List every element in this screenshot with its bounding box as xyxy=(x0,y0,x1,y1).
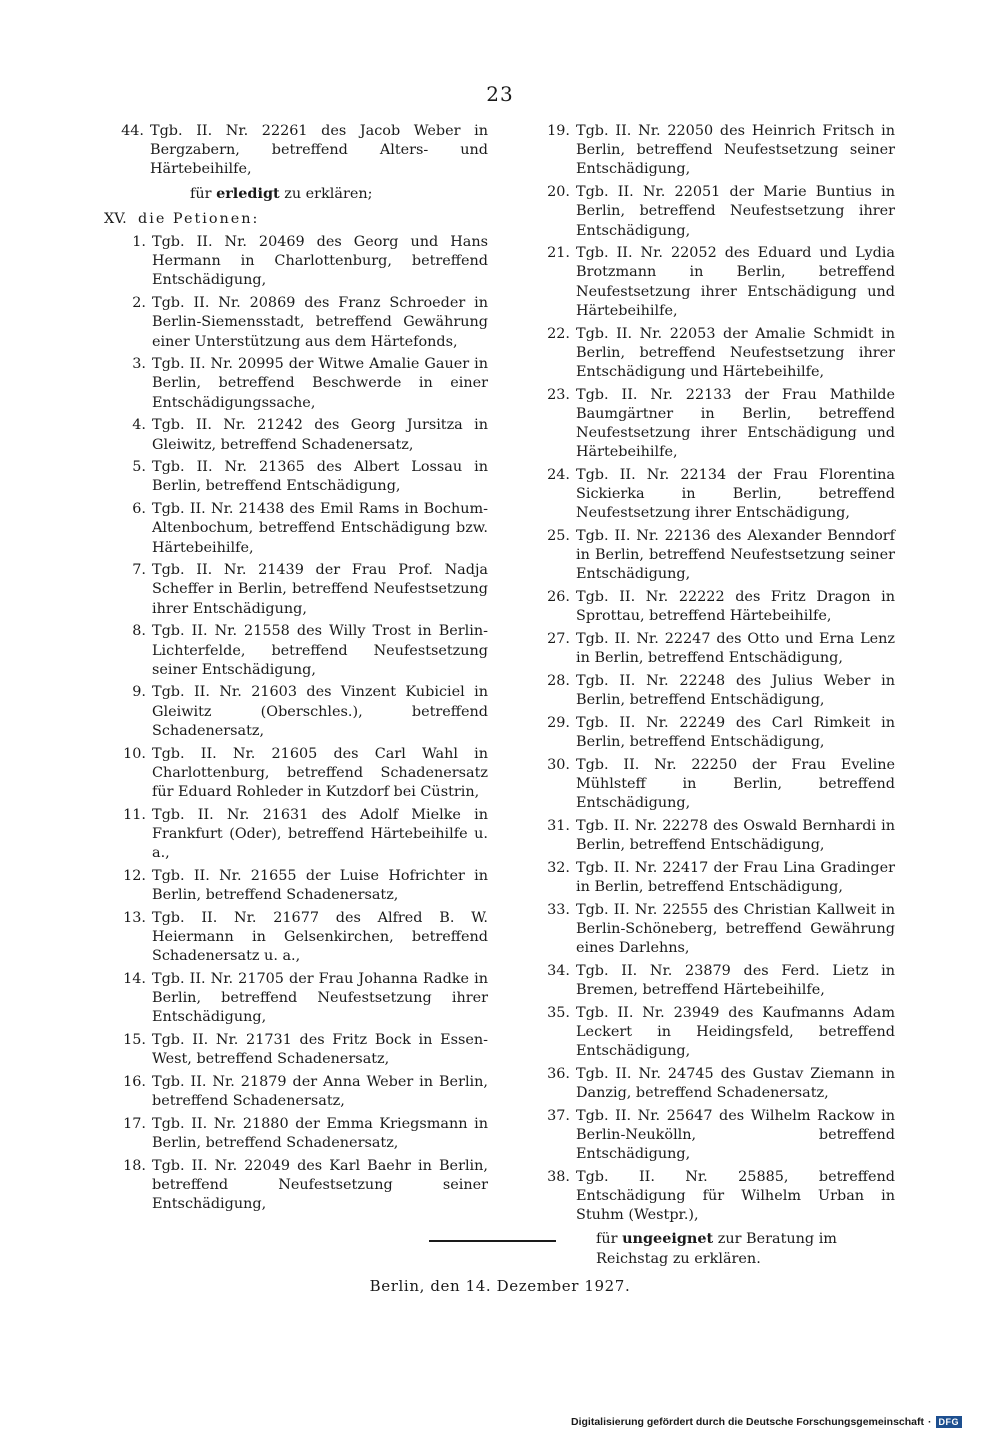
list-item xyxy=(540,901,895,959)
list-item xyxy=(104,122,488,180)
left-conclusion-suffix: zu erklären; xyxy=(279,185,373,202)
right-conclusion-prefix: für xyxy=(596,1231,623,1248)
entry-text: Tgb. II. Nr. 23879 des Ferd. Lietz in Bremen, betreffend Härtebeihilfe, xyxy=(576,962,895,999)
list-item xyxy=(540,527,895,585)
list-item xyxy=(540,183,895,241)
entry-text: Tgb. II. Nr. 25647 des Wilhelm Rackow in Berlin-Neukölln, betreffend Entschädigung, xyxy=(576,1107,895,1163)
entry-text: Tgb. II. Nr. 21705 der Frau Johanna Radke in Berlin, betreffend Neufestsetzung ihrer Entschädigung, xyxy=(152,970,488,1026)
entry-number: 21. xyxy=(547,245,570,262)
entry-number: 9. xyxy=(132,684,146,701)
entry-number: 16. xyxy=(123,1073,146,1090)
entry-text: Tgb. II. Nr. 20995 der Witwe Amalie Gauer in Berlin, betreffend Beschwerde in einer Entschädigungssache, xyxy=(152,356,488,411)
right-entry-list xyxy=(540,122,895,1225)
entry-text: Tgb. II. Nr. 22248 des Julius Weber in Berlin, betreffend Entschädigung, xyxy=(576,672,895,709)
list-item xyxy=(104,970,488,1028)
footer-separator: · xyxy=(928,1416,932,1428)
entry-number: 3. xyxy=(132,356,146,373)
entry-number: 23. xyxy=(547,386,570,403)
entry-number: 26. xyxy=(547,589,570,606)
right-conclusion-keyword: ungeeignet xyxy=(622,1230,714,1248)
entry-number: 25. xyxy=(547,528,570,545)
entry-number: 11. xyxy=(123,806,146,823)
entry-text: Tgb. II. Nr. 22050 des Heinrich Fritsch in Berlin, betreffend Neufestsetzung seiner Entschädigung, xyxy=(576,123,895,178)
entry-number: 10. xyxy=(123,745,146,762)
list-item xyxy=(104,233,488,291)
list-item xyxy=(540,466,895,524)
entry-text: Tgb. II. Nr. 22051 der Marie Buntius in Berlin, betreffend Neufestsetzung ihrer Entschädigung, xyxy=(576,184,895,239)
list-item xyxy=(540,1107,895,1165)
list-item xyxy=(540,386,895,463)
entry-text: Tgb. II. Nr. 21880 der Emma Kriegsmann in Berlin, betreffend Schadenersatz, xyxy=(152,1115,488,1151)
list-item xyxy=(104,416,488,454)
entry-number: 5. xyxy=(132,459,146,476)
list-item xyxy=(104,622,488,680)
dateline: Berlin, den 14. Dezember 1927. xyxy=(369,1277,631,1295)
left-column xyxy=(104,122,488,1218)
list-item xyxy=(540,244,895,321)
left-conclusion-prefix: für xyxy=(190,185,217,202)
entry-number: 19. xyxy=(547,123,570,139)
list-item xyxy=(104,355,488,413)
entry-text: Tgb. II. Nr. 25885, betreffend Entschädigung für Wilhelm Urban in Stuhm (Westpr.), xyxy=(576,1168,895,1224)
list-item xyxy=(104,458,488,496)
entry-text: Tgb. II. Nr. 22052 des Eduard und Lydia Brotzmann in Berlin, betreffend Neufestsetzung ihrer Entschädigung und Härtebeihilfe, xyxy=(576,245,895,319)
entry-text: Tgb. II. Nr. 22222 des Fritz Dragon in Sprottau, betreffend Härtebeihilfe, xyxy=(576,589,895,625)
entry-number: 8. xyxy=(132,623,146,640)
entry-text: Tgb. II. Nr. 22249 des Carl Rimkeit in Berlin, betreffend Entschädigung, xyxy=(576,714,895,751)
entry-text: Tgb. II. Nr. 22133 der Frau Mathilde Baumgärtner in Berlin, betreffend Neufestsetzung ihrer Entschädigung und Härtebeihilfe, xyxy=(576,386,895,461)
list-item xyxy=(104,561,488,619)
section-numeral: XV. xyxy=(104,210,127,227)
page-number: 23 xyxy=(486,82,514,106)
list-item xyxy=(540,325,895,383)
entry-number: 13. xyxy=(123,909,146,926)
left-conclusion-keyword: erledigt xyxy=(216,184,280,202)
entry-number: 6. xyxy=(132,501,146,518)
entry-text: Tgb. II. Nr. 21242 des Georg Jursitza in Gleiwitz, betreffend Schadenersatz, xyxy=(152,417,488,453)
entry-text: Tgb. II. Nr. 22053 der Amalie Schmidt in Berlin, betreffend Neufestsetzung ihrer Entschädigung und Härtebeihilfe, xyxy=(576,325,895,380)
entry-number: 14. xyxy=(123,970,146,987)
list-item xyxy=(104,1115,488,1153)
entry-number: 38. xyxy=(547,1168,570,1185)
entry-text: Tgb. II. Nr. 21655 der Luise Hofrichter in Berlin, betreffend Schadenersatz, xyxy=(152,867,488,904)
section-heading xyxy=(104,210,488,229)
list-item xyxy=(540,859,895,897)
footer xyxy=(571,1414,962,1430)
entry-number: 31. xyxy=(547,817,570,834)
entry-number: 44. xyxy=(121,123,144,139)
entry-text: Tgb. II. Nr. 20469 des Georg und Hans Hermann in Charlottenburg, betreffend Entschädigung, xyxy=(152,234,488,289)
entry-text: Tgb. II. Nr. 21677 des Alfred B. W. Heiermann in Gelsenkirchen, betreffend Schadenersatz u. a., xyxy=(152,909,488,965)
list-item xyxy=(104,294,488,352)
entry-number: 17. xyxy=(123,1115,146,1132)
left-conclusion xyxy=(104,184,488,204)
list-item xyxy=(104,909,488,967)
entry-number: 33. xyxy=(547,901,570,918)
list-item xyxy=(104,867,488,905)
separator-rule xyxy=(429,1240,556,1242)
entry-text: Tgb. II. Nr. 22134 der Frau Florentina Sickierka in Berlin, betreffend Neufestsetzung ihrer Entschädigung, xyxy=(576,466,895,522)
list-item xyxy=(540,1004,895,1062)
entry-text: Tgb. II. Nr. 21631 des Adolf Mielke in Frankfurt (Oder), betreffend Härtebeihilfe u. a., xyxy=(152,806,488,862)
entry-number: 29. xyxy=(547,714,570,731)
entry-text: Tgb. II. Nr. 21558 des Willy Trost in Berlin-Lichterfelde, betreffend Neufestsetzung seiner Entschädigung, xyxy=(152,623,488,678)
list-item xyxy=(104,1073,488,1111)
entry-number: 30. xyxy=(547,756,570,773)
entry-number: 27. xyxy=(547,631,570,648)
entry-number: 7. xyxy=(132,562,146,579)
entry-text: Tgb. II. Nr. 22136 des Alexander Benndorf in Berlin, betreffend Neufestsetzung seiner Entschädigung, xyxy=(576,528,895,583)
list-item xyxy=(104,500,488,558)
section-label: die Petionen: xyxy=(138,210,260,227)
entry-number: 34. xyxy=(547,962,570,979)
list-item xyxy=(104,1157,488,1215)
entry-number: 20. xyxy=(547,184,570,201)
list-item xyxy=(540,630,895,668)
entry-text: Tgb. II. Nr. 22417 der Frau Lina Gradinger in Berlin, betreffend Entschädigung, xyxy=(576,859,895,896)
left-intro-list xyxy=(104,122,488,180)
entry-text: Tgb. II. Nr. 24745 des Gustav Ziemann in Danzig, betreffend Schadenersatz, xyxy=(576,1065,895,1102)
entry-text: Tgb. II. Nr. 22278 des Oswald Bernhardi in Berlin, betreffend Entschädigung, xyxy=(576,817,895,854)
entry-text: Tgb. II. Nr. 22049 des Karl Baehr in Berlin, betreffend Neufestsetzung seiner Entschädigung, xyxy=(152,1157,488,1213)
entry-text: Tgb. II. Nr. 20869 des Franz Schroeder in Berlin-Siemensstadt, betreffend Gewährung einer Unterstützung aus dem Härtefonds, xyxy=(152,295,488,350)
entry-number: 12. xyxy=(123,867,146,884)
left-entry-list xyxy=(104,233,488,1214)
entry-text: Tgb. II. Nr. 23949 des Kaufmanns Adam Leckert in Heidingsfeld, betreffend Entschädigung, xyxy=(576,1004,895,1060)
right-conclusion xyxy=(540,1229,895,1268)
entry-number: 1. xyxy=(132,234,146,251)
right-column xyxy=(540,122,895,1275)
entry-number: 32. xyxy=(547,859,570,876)
list-item xyxy=(104,806,488,864)
list-item xyxy=(540,122,895,180)
entry-text: Tgb. II. Nr. 21365 des Albert Lossau in Berlin, betreffend Entschädigung, xyxy=(152,459,488,495)
list-item xyxy=(104,683,488,741)
entry-text: Tgb. II. Nr. 21879 der Anna Weber in Berlin, betreffend Schadenersatz, xyxy=(152,1073,488,1110)
entry-number: 35. xyxy=(547,1004,570,1021)
entry-text: Tgb. II. Nr. 21438 des Emil Rams in Bochum-Altenbochum, betreffend Entschädigung bzw. Härtebeihilfe, xyxy=(152,501,488,556)
entry-text: Tgb. II. Nr. 22250 der Frau Eveline Mühlsteff in Berlin, betreffend Entschädigung, xyxy=(576,756,895,812)
list-item xyxy=(540,714,895,752)
list-item xyxy=(540,1168,895,1226)
list-item xyxy=(540,817,895,855)
list-item xyxy=(540,672,895,710)
list-item xyxy=(104,1031,488,1069)
list-item xyxy=(104,745,488,803)
entry-text: Tgb. II. Nr. 21731 des Fritz Bock in Essen-West, betreffend Schadenersatz, xyxy=(152,1031,488,1068)
entry-number: 24. xyxy=(547,466,570,483)
entry-text: Tgb. II. Nr. 21605 des Carl Wahl in Charlottenburg, betreffend Schadenersatz für Eduard Rohleder in Kutzdorf bei Cüstrin, xyxy=(152,745,488,800)
footer-text: Digitalisierung gefördert durch die Deutsche Forschungsgemeinschaft xyxy=(571,1416,924,1428)
right-conclusion-suffix: zur Beratung im Reichstag zu erklären. xyxy=(596,1231,837,1267)
entry-number: 15. xyxy=(123,1031,146,1048)
list-item xyxy=(540,962,895,1000)
entry-number: 22. xyxy=(547,325,570,342)
entry-text: Tgb. II. Nr. 22555 des Christian Kallweit in Berlin-Schöneberg, betreffend Gewährung eines Darlehns, xyxy=(576,901,895,957)
entry-number: 4. xyxy=(132,417,146,434)
entry-text: Tgb. II. Nr. 21603 des Vinzent Kubiciel in Gleiwitz (Oberschles.), betreffend Schadenersatz, xyxy=(152,684,488,739)
entry-text: Tgb. II. Nr. 22261 des Jacob Weber in Bergzabern, betreffend Alters- und Härtebeihilfe, xyxy=(150,123,488,178)
entry-number: 28. xyxy=(547,672,570,689)
entry-number: 18. xyxy=(123,1157,146,1174)
entry-number: 2. xyxy=(132,295,146,312)
entry-number: 36. xyxy=(547,1065,570,1082)
list-item xyxy=(540,756,895,814)
dfg-logo-icon: DFG xyxy=(936,1416,963,1428)
list-item xyxy=(540,588,895,626)
entry-number: 37. xyxy=(547,1107,570,1124)
list-item xyxy=(540,1065,895,1103)
entry-text: Tgb. II. Nr. 22247 des Otto und Erna Lenz in Berlin, betreffend Entschädigung, xyxy=(576,631,895,667)
entry-text: Tgb. II. Nr. 21439 der Frau Prof. Nadja Scheffer in Berlin, betreffend Neufestsetzung ihrer Entschädigung, xyxy=(152,562,488,617)
